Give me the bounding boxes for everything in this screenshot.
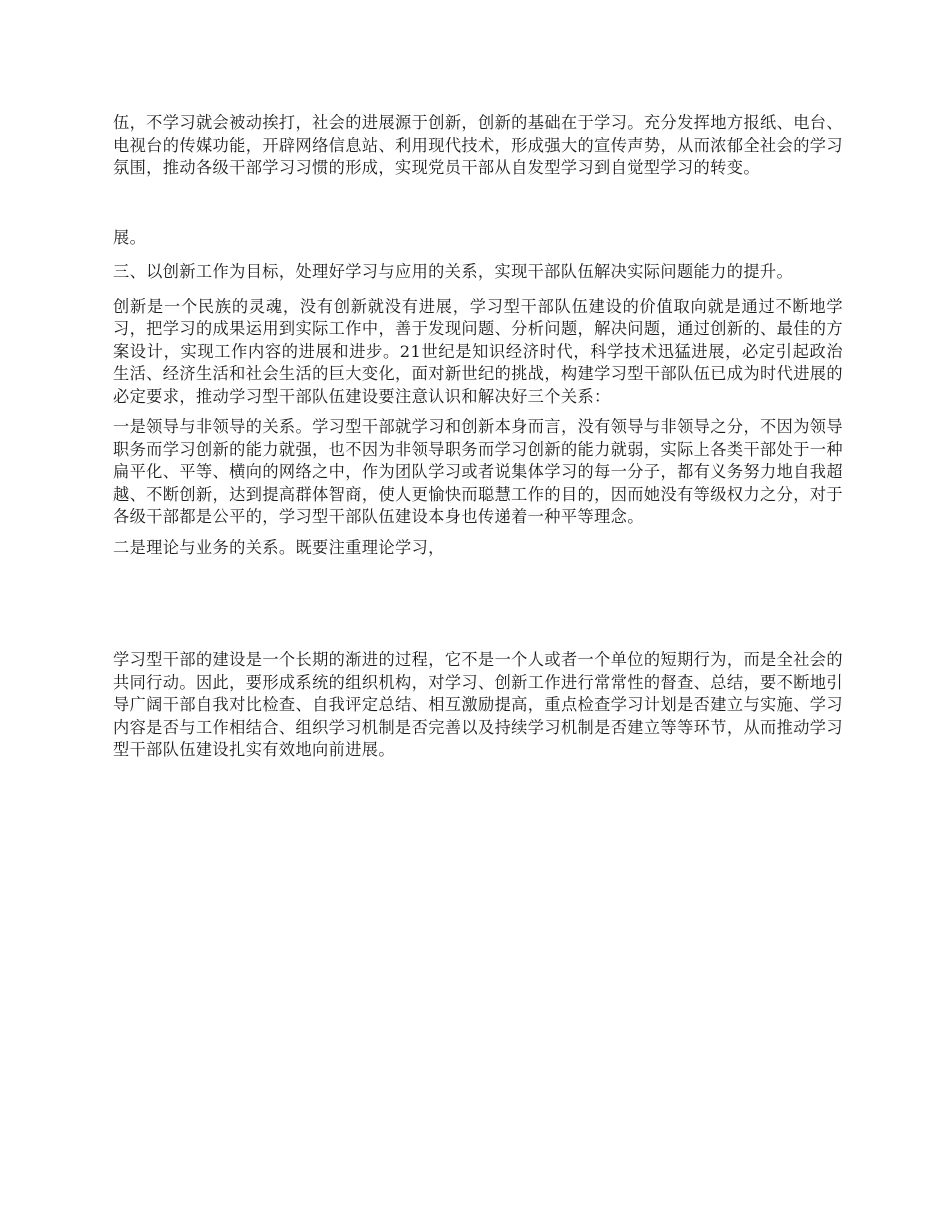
spacer [113,249,843,261]
paragraph-innovation: 创新是一个民族的灵魂，没有创新就没有进展，学习型干部队伍建设的价值取向就是通过不断地学习，把学习的成果运用到实际工作中，善于发现问题、分析问题，解决问题，通过创新的、最佳的方案设计，实现工作内容的进展和进步。21世纪是知识经济时代，科学技术迅猛进展，必定引起政治生活、经济生活和社会生活的巨大变化，面对新世纪的挑战，构建学习型干部队伍已成为时代进展的必定要求，推动学习型干部队伍建设要注意认识和解决好三个关系： [113,296,843,406]
paragraph-leadership: 一是领导与非领导的关系。学习型干部就学习和创新本身而言，没有领导与非领导之分，不因为领导职务而学习创新的能力就强，也不因为非领导职务而学习创新的能力就弱，实际上各类干部处于一种扁平化、平等、横向的网络之中，作为团队学习或者说集体学习的每一分子，都有义务努力地自我超越、不断创新，达到提高群体智商，使人更愉快而聪慧工作的目的，因而她没有等级权力之分，对于各级干部都是公平的，学习型干部队伍建设本身也传递着一种平等理念。 [113,417,843,526]
spacer [113,559,843,649]
spacer [113,529,843,537]
paragraph-conclusion: 学习型干部的建设是一个长期的渐进的过程，它不是一个人或者一个单位的短期行为，而是全社会的共同行动。因此，要形成系统的组织机构，对学习、创新工作进行常常性的督查、总结，要不断地引导广阔干部自我对比检查、自我评定总结、相互激励提高，重点检查学习计划是否建立与实施、学习内容是否与工作相结合、组织学习机制是否完善以及持续学习机制是否建立等等环节，从而推动学习型干部队伍建设扎实有效地向前进展。 [113,650,843,759]
paragraph-intro: 伍，不学习就会被动挨打，社会的进展源于创新，创新的基础在于学习。充分发挥地方报纸、电台、电视台的传媒功能，开辟网络信息站、利用现代技术，形成强大的宣传声势，从而浓郁全社会的学习氛围，推动各级干部学习习惯的形成，实现党员干部从自发型学习到自觉型学习的转变。 [113,113,843,177]
paragraph-theory: 二是理论与业务的关系。既要注重理论学习， [113,537,445,557]
spacer [113,180,843,227]
spacer [113,408,843,416]
document-page [113,112,843,762]
spacer [113,284,843,296]
paragraph-fragment: 展。 [113,227,147,247]
section-heading: 三、以创新工作为目标，处理好学习与应用的关系，实现干部队伍解决实际问题能力的提升。 [113,262,794,281]
